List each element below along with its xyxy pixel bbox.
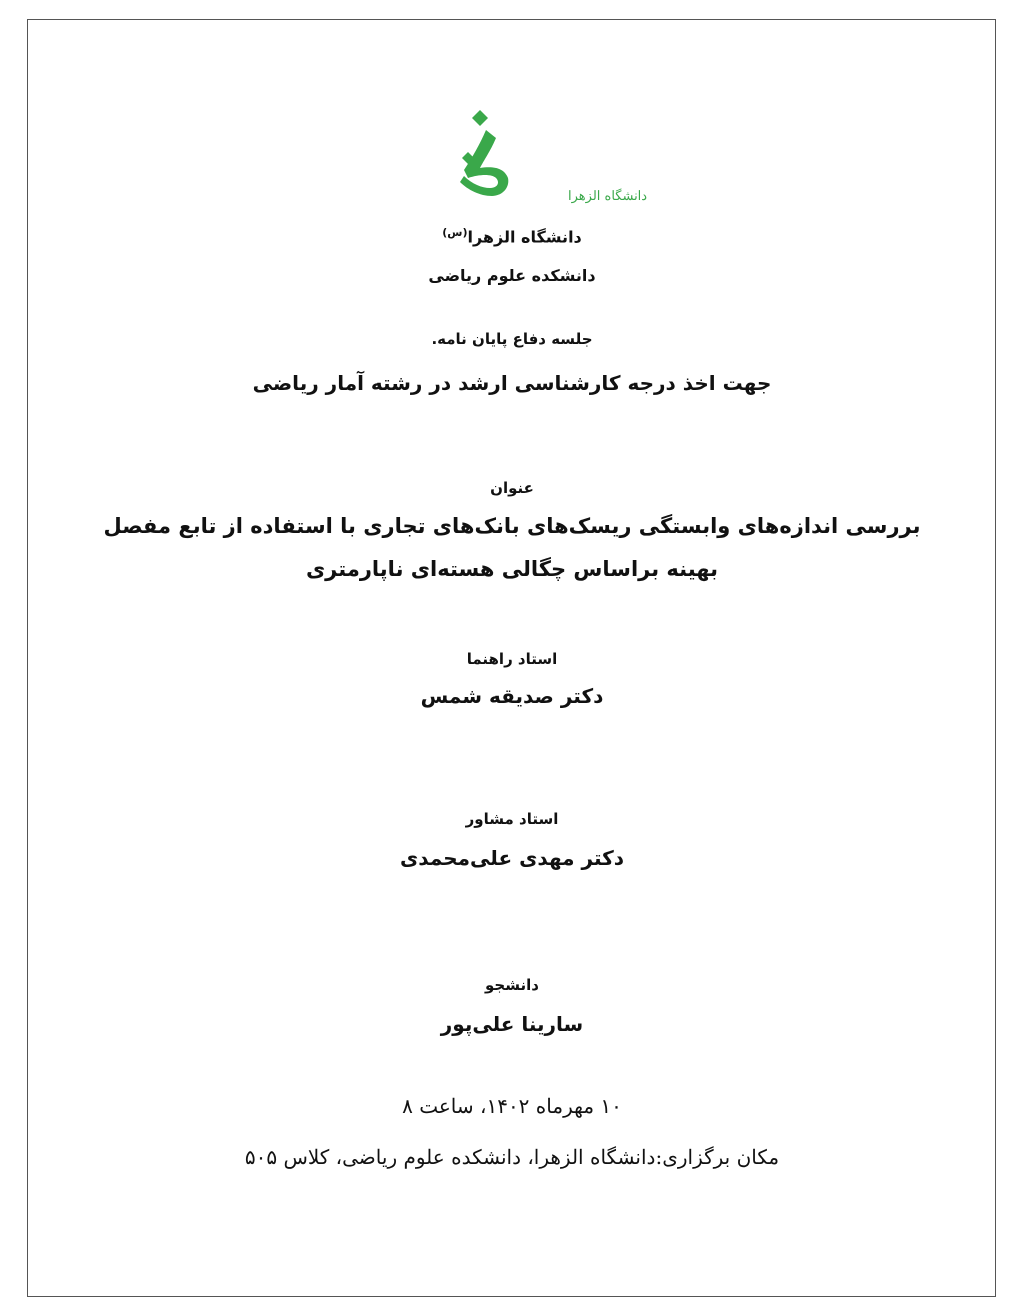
session-label: جلسه دفاع پایان نامه. bbox=[431, 330, 593, 348]
honorific: (س) bbox=[442, 226, 468, 239]
logo-wordmark: دانشگاه الزهرا bbox=[568, 189, 648, 204]
event-location: مکان برگزاری:دانشگاه الزهرا، دانشکده علوم ریاضی، کلاس ۵۰۵ bbox=[244, 1145, 780, 1169]
advisor-name: دکتر مهدی علی‌محمدی bbox=[399, 846, 625, 870]
student-name: سارینا علی‌پور bbox=[440, 1012, 584, 1036]
thesis-title-label: عنوان bbox=[490, 479, 534, 497]
faculty-name: دانشکده علوم ریاضی bbox=[428, 266, 596, 285]
university-name: دانشگاه الزهرا$^{(س)}$ bbox=[442, 226, 582, 247]
advisor-label: استاد مشاور bbox=[465, 810, 559, 828]
degree-line: جهت اخذ درجه کارشناسی ارشد در رشته آمار ریاضی bbox=[252, 371, 772, 395]
supervisor-label: استاد راهنما bbox=[466, 650, 558, 668]
thesis-title-line-2: بهینه براساس چگالی هسته‌ای ناپارمتری bbox=[305, 557, 719, 581]
event-date-time: ۱۰ مهرماه ۱۴۰۲، ساعت ۸ bbox=[402, 1094, 622, 1118]
supervisor-name: دکتر صدیقه شمس bbox=[420, 684, 604, 708]
student-label: دانشجو bbox=[485, 976, 539, 994]
university-logo bbox=[450, 108, 648, 208]
thesis-title-line-1: بررسی اندازه‌های وابستگی ریسک‌های بانک‌های تجاری با استفاده از تابع مفصل bbox=[103, 514, 921, 538]
